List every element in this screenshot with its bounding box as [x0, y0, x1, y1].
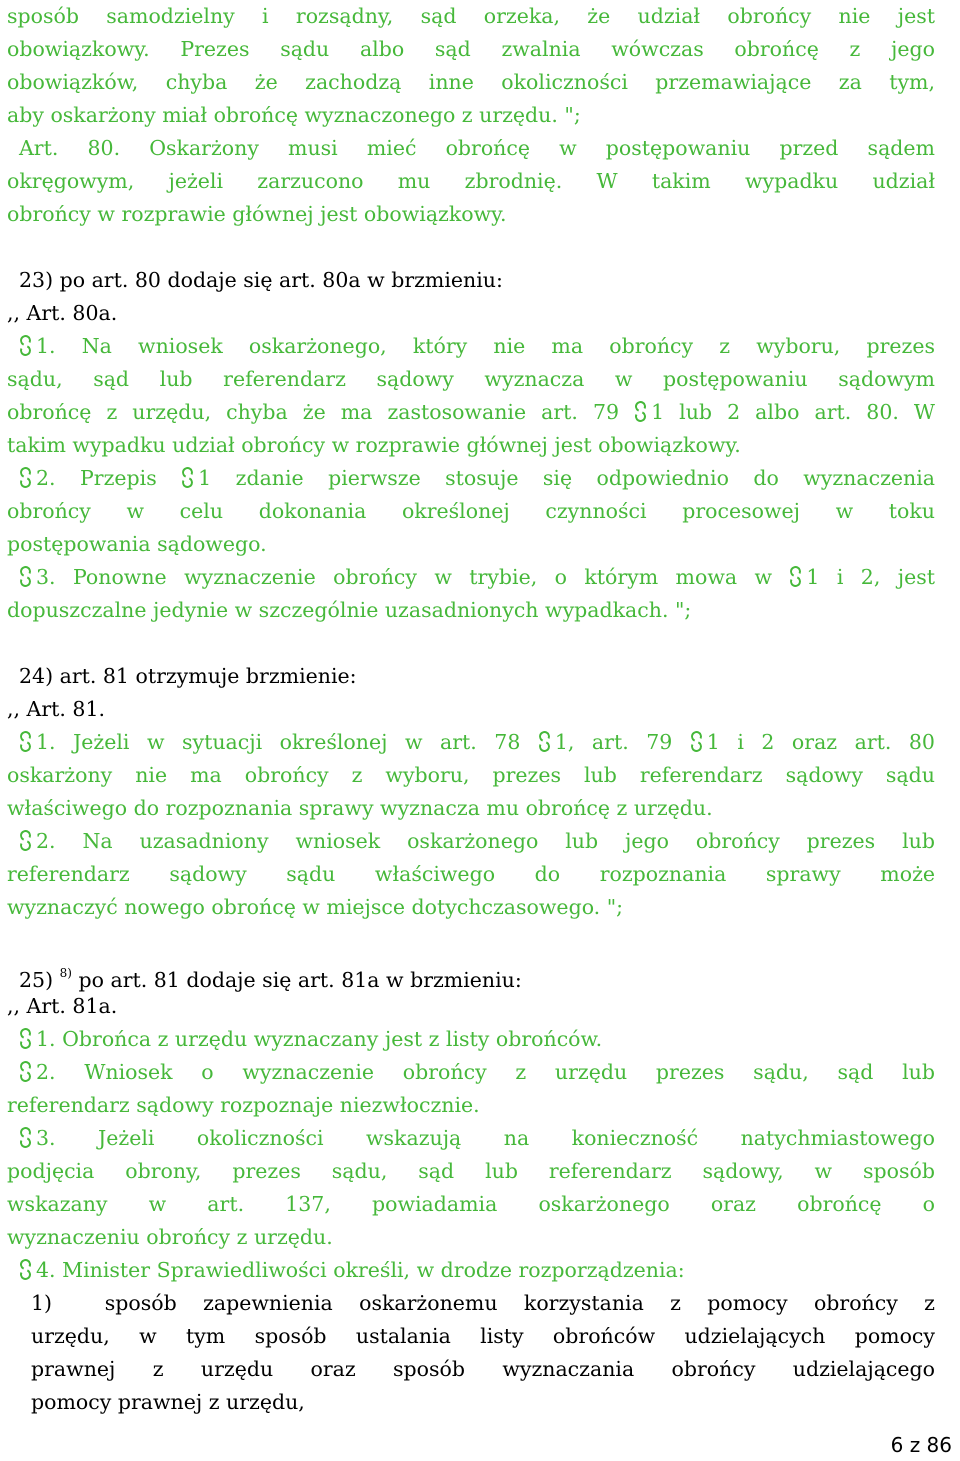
paragraph-2: 2. Wniosek o wyznaczenie obrońcy z urzędu prezes sądu, sąd lub [19, 1056, 935, 1088]
article-81a-label: ,, Art. 81a. [7, 994, 118, 1018]
item-23-heading: 23) po art. 80 dodaje się art. 80a w brzmieniu: [19, 268, 503, 292]
text-line: wyznaczeniu obrońcy z urzędu. [7, 1225, 333, 1249]
text-line: sposób samodzielny i rozsądny, sąd orzeka, że udział obrońcy nie jest [7, 4, 935, 28]
text-line: podjęcia obrony, prezes sądu, sąd lub referendarz sądowy, w sposób [7, 1159, 935, 1183]
article-81-label: ,, Art. 81. [7, 697, 106, 721]
text-line: dopuszczalne jedynie w szczególnie uzasadnionych wypadkach. "; [7, 598, 692, 622]
text-line: urzędu, w tym sposób ustalania listy obrońców udzielających pomocy [31, 1324, 935, 1348]
text-line: pomocy prawnej z urzędu, [31, 1390, 305, 1414]
text-line: prawnej z urzędu oraz sposób wyznaczania obrońcy udzielającego [31, 1357, 935, 1381]
text-line: okręgowym, jeżeli zarzucono mu zbrodnię. W takim wypadku udział [7, 169, 935, 193]
text-line: obowiązkowy. Prezes sądu albo sąd zwalnia wówczas obrońcę z jego [7, 37, 935, 61]
section-sign-icon [19, 731, 32, 753]
paragraph-3: 3. Ponowne wyznaczenie obrońcy w trybie, o którym mowa w 1 i 2, jest [19, 561, 935, 593]
footnote-ref: 8) [59, 966, 72, 980]
paragraph-3: 3. Jeżeli okoliczności wskazują na konieczność natychmiastowego [19, 1122, 935, 1154]
text-line: referendarz sądowy sądu właściwego do rozpoznania sprawy może [7, 862, 935, 886]
text-line: obowiązków, chyba że zachodzą inne okoliczności przemawiające za tym, [7, 70, 935, 94]
paragraph-2: 2. Przepis 1 zdanie pierwsze stosuje się odpowiednio do wyznaczenia [19, 462, 935, 494]
section-sign-icon [19, 830, 32, 852]
text-line: postępowania sądowego. [7, 532, 267, 556]
text-line: wyznaczyć nowego obrońcę w miejsce dotychczasowego. "; [7, 895, 624, 919]
section-sign-icon [538, 731, 551, 753]
section-sign-icon [789, 566, 802, 588]
paragraph-4: 4. Minister Sprawiedliwości określi, w drodze rozporządzenia: [19, 1254, 947, 1286]
text-line: właściwego do rozpoznania sprawy wyznacza mu obrońcę z urzędu. [7, 796, 713, 820]
text-line: aby oskarżony miał obrońcę wyznaczonego z urzędu. "; [7, 103, 581, 127]
text-line: oskarżony nie ma obrońcy z wyboru, prezes lub referendarz sądowy sądu [7, 763, 935, 787]
section-sign-icon [181, 467, 194, 489]
paragraph-2: 2. Na uzasadniony wniosek oskarżonego lub jego obrońcy prezes lub [19, 825, 935, 857]
article-80a-label: ,, Art. 80a. [7, 301, 118, 325]
section-sign-icon [634, 401, 647, 423]
text-line: takim wypadku udział obrońcy w rozprawie głównej jest obowiązkowy. [7, 433, 741, 457]
section-sign-icon [19, 1028, 32, 1050]
section-sign-icon [19, 1061, 32, 1083]
point-1: 1) sposób zapewnienia oskarżonemu korzystania z pomocy obrońcy z [31, 1291, 935, 1315]
text-line: wskazany w art. 137, powiadamia oskarżonego oraz obrońcę o [7, 1192, 935, 1216]
paragraph-1: 1. Na wniosek oskarżonego, który nie ma obrońcy z wyboru, prezes [19, 330, 935, 362]
article-80: Art. 80. Oskarżony musi mieć obrońcę w postępowaniu przed sądem [19, 136, 935, 160]
section-sign-icon [19, 1127, 32, 1149]
text-line: obrońcę z urzędu, chyba że ma zastosowanie art. 79 1 lub 2 albo art. 80. W [7, 400, 935, 424]
item-25-heading: 25) $^{8)}$ po art. 81 dodaje się art. 81a w brzmieniu: [19, 966, 522, 992]
section-sign-icon [19, 1259, 32, 1281]
text-line: sądu, sąd lub referendarz sądowy wyznacza w postępowaniu sądowym [7, 367, 935, 391]
item-24-heading: 24) art. 81 otrzymuje brzmienie: [19, 664, 357, 688]
section-sign-icon [19, 566, 32, 588]
section-sign-icon [19, 335, 32, 357]
paragraph-1: 1. Obrońca z urzędu wyznaczany jest z listy obrońców. [19, 1023, 947, 1055]
paragraph-1: 1. Jeżeli w sytuacji określonej w art. 78 1, art. 79 1 i 2 oraz art. 80 [19, 726, 935, 758]
text-line: obrońcy w celu dokonania określonej czynności procesowej w toku [7, 499, 935, 523]
section-sign-icon [690, 731, 703, 753]
section-sign-icon [19, 467, 32, 489]
page-number: 6 z 86 [890, 1433, 952, 1457]
text-line: referendarz sądowy rozpoznaje niezwłocznie. [7, 1093, 480, 1117]
text-line: obrońcy w rozprawie głównej jest obowiązkowy. [7, 202, 507, 226]
